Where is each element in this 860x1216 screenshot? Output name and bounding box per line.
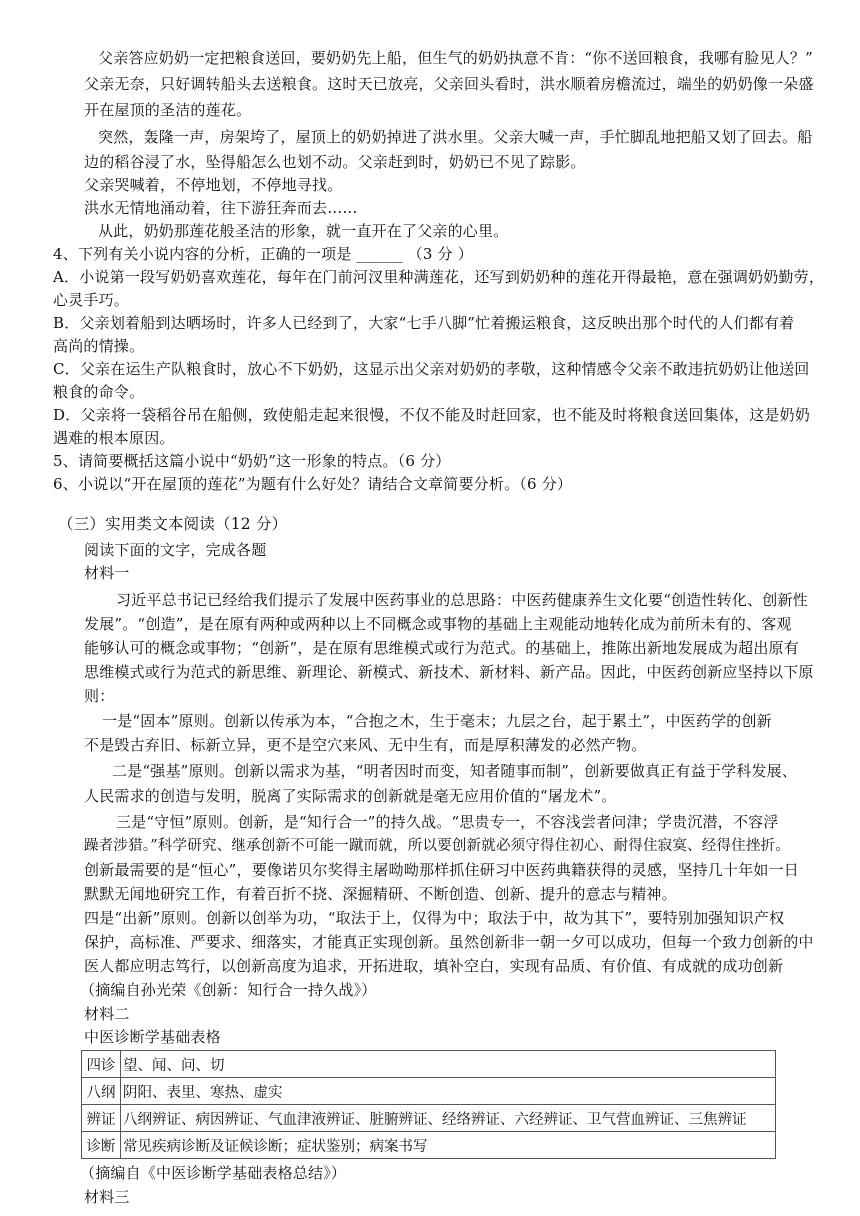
story-paragraph-line: 开在屋顶的圣洁的莲花。 bbox=[84, 101, 252, 119]
table-row bbox=[82, 1051, 776, 1078]
material-1-line: 人民需求的创造与发明，脱离了实际需求的创新就是毫无应用价值的“屠龙术”。 bbox=[84, 787, 617, 805]
material-1-line: 三是“守恒”原则。创新，是“知行合一”的持久战。“思贵专一，不容浅尝者问津；学贵沉潜，不容浮 bbox=[116, 813, 779, 831]
question-4-option-line: 高尚的情操。 bbox=[53, 337, 145, 355]
section-instruction: 阅读下面的文字，完成各题 bbox=[84, 541, 267, 559]
material-1-line: 二是“强基”原则。创新以需求为基，“明者因时而变，知者随事而制”，创新要做真正有益于学科发展、 bbox=[112, 762, 798, 780]
table-row bbox=[82, 1105, 776, 1132]
question-4-option-line: 遇难的根本原因。 bbox=[53, 429, 175, 447]
material-1-line: 不是毁古弃旧、标新立异，更不是空穴来风、无中生有，而是厚积薄发的必然产物。 bbox=[84, 736, 647, 754]
table-row-key: 辨证 bbox=[82, 1105, 121, 1132]
table-row-key: 诊断 bbox=[82, 1132, 121, 1159]
material-1-line: 创新最需要的是“恒心”，要像诺贝尔奖得主屠呦呦那样抓住研习中医药典籍获得的灵感，坚持几十年如一日 bbox=[84, 861, 799, 879]
section-title: （三）实用类文本阅读（12 分） bbox=[58, 515, 288, 533]
material-1-line: 四是“出新”原则。创新以创举为功，“取法于上，仅得为中；取法于中，故为其下”，要特别加强知识产权 bbox=[84, 909, 785, 927]
material-3-label: 材料三 bbox=[84, 1188, 130, 1206]
table-row-key: 八纲 bbox=[82, 1078, 121, 1105]
material-1-line: 则： bbox=[84, 687, 115, 705]
table-row-value: 八纲辨证、病因辨证、气血津液辨证、脏腑辨证、经络辨证、六经辨证、卫气营血辨证、三焦辨证 bbox=[121, 1105, 776, 1132]
material-1-line: 保护，高标准、严要求、细落实，才能真正实现创新。虽然创新非一朝一夕可以成功，但每一个致力创新的中 bbox=[84, 933, 814, 951]
story-paragraph-line: 父亲哭喊着，不停地划，不停地寻找。 bbox=[84, 176, 343, 194]
table-row-value: 望、闻、问、切 bbox=[121, 1051, 776, 1078]
story-paragraph-line: 突然，轰隆一声，房架垮了，屋顶上的奶奶掉进了洪水里。父亲大喊一声，手忙脚乱地把船又划了回去。船 bbox=[98, 128, 813, 146]
question-5: 5、请简要概括这篇小说中“奶奶”这一形象的特点。（6 分） bbox=[53, 452, 451, 470]
story-paragraph-line: 父亲答应奶奶一定把粮食送回，要奶奶先上船，但生气的奶奶执意不肯：“你不送回粮食，我哪有脸见人？” bbox=[98, 49, 813, 67]
material-1-line: 默默无闻地研究工作，有着百折不挠、深掘精研、不断创造、创新、提升的意志与精神。 bbox=[84, 885, 677, 903]
question-6: 6、小说以“开在屋顶的莲花”为题有什么好处？请结合文章简要分析。（6 分） bbox=[53, 475, 573, 493]
question-4-option-line: A．小说第一段写奶奶喜欢莲花，每年在门前河汊里种满莲花，还写到奶奶种的莲花开得最艳，意在强调奶奶勤劳， bbox=[53, 268, 825, 286]
material-1-label: 材料一 bbox=[84, 564, 130, 582]
story-paragraph-line: 从此，奶奶那莲花般圣洁的形象，就一直开在了父亲的心里。 bbox=[98, 222, 509, 240]
material-1-line: 一是“固本”原则。创新以传承为本，“合抱之木，生于毫末；九层之台，起于累土”，中医药学的创新 bbox=[102, 712, 772, 730]
story-paragraph-line: 边的稻谷浸了水，坠得船怎么也划不动。父亲赶到时，奶奶已不见了踪影。 bbox=[84, 153, 586, 171]
question-4-option-line: 心灵手巧。 bbox=[53, 291, 130, 309]
question-4-option-line: 粮食的命令。 bbox=[53, 383, 145, 401]
material-1-source: （摘编自孙光荣《创新：知行合一持久战》） bbox=[80, 981, 377, 999]
material-2-source: （摘编自《中医诊断学基础表格总结》） bbox=[80, 1164, 347, 1182]
material-1-line: 躁者涉猎。”科学研究、继承创新不可能一蹴而就，所以要创新就必须守得住初心、耐得住寂寞、经得住挫折。 bbox=[84, 838, 790, 854]
table-title: 中医诊断学基础表格 bbox=[84, 1028, 221, 1046]
material-1-line: 习近平总书记已经给我们提示了发展中医药事业的总思路：中医药健康养生文化要“创造性转化、创新性 bbox=[116, 591, 808, 609]
table-row-value: 阴阳、表里、寒热、虚实 bbox=[121, 1078, 776, 1105]
question-4-stem: 4、下列有关小说内容的分析，正确的一项是 ______ （3 分 ） bbox=[53, 245, 473, 263]
story-paragraph-line: 父亲无奈，只好调转船头去送粮食。这时天已放亮，父亲回头看时，洪水顺着房檐流过，端坐的奶奶像一朵盛 bbox=[84, 75, 814, 93]
table-row bbox=[82, 1078, 776, 1105]
question-4-option-line: C．父亲在运生产队粮食时，放心不下奶奶，这显示出父亲对奶奶的孝敬，这种情感令父亲不敢违抗奶奶让他送回 bbox=[53, 360, 810, 378]
material-1-line: 能够认可的概念或事物；“创新”，是在原有思维模式或行为范式。的基础上，推陈出新地发展成为超出原有 bbox=[84, 639, 799, 657]
question-4-option-line: D．父亲将一袋稻谷吊在船侧，致使船走起来很慢，不仅不能及时赶回家，也不能及时将粮食送回集体，这是奶奶 bbox=[53, 406, 811, 424]
table-row-value: 常见疾病诊断及证候诊断；症状鉴别；病案书写 bbox=[121, 1132, 776, 1159]
table-row bbox=[82, 1132, 776, 1159]
diagnosis-table bbox=[81, 1050, 776, 1159]
material-1-line: 医人都应明志笃行，以创新高度为追求，开拓进取，填补空白，实现有品质、有价值、有成就的成功创新 bbox=[84, 957, 784, 975]
material-2-label: 材料二 bbox=[84, 1005, 130, 1023]
table-row-key: 四诊 bbox=[82, 1051, 121, 1078]
material-1-line: 思维模式或行为范式的新思维、新理论、新模式、新技术、新材料、新产品。因此，中医药创新应坚持以下原 bbox=[84, 663, 814, 681]
material-1-line: 发展”。“创造”，是在原有两种或两种以上不同概念或事物的基础上主观能动地转化成为前所未有的、客观 bbox=[84, 615, 792, 633]
story-paragraph-line: 洪水无情地涌动着，往下游狂奔而去…… bbox=[84, 199, 358, 217]
question-4-option-line: B．父亲划着船到达晒场时，许多人已经到了，大家“七手八脚”忙着搬运粮食，这反映出那个时代的人们都有着 bbox=[53, 314, 795, 332]
